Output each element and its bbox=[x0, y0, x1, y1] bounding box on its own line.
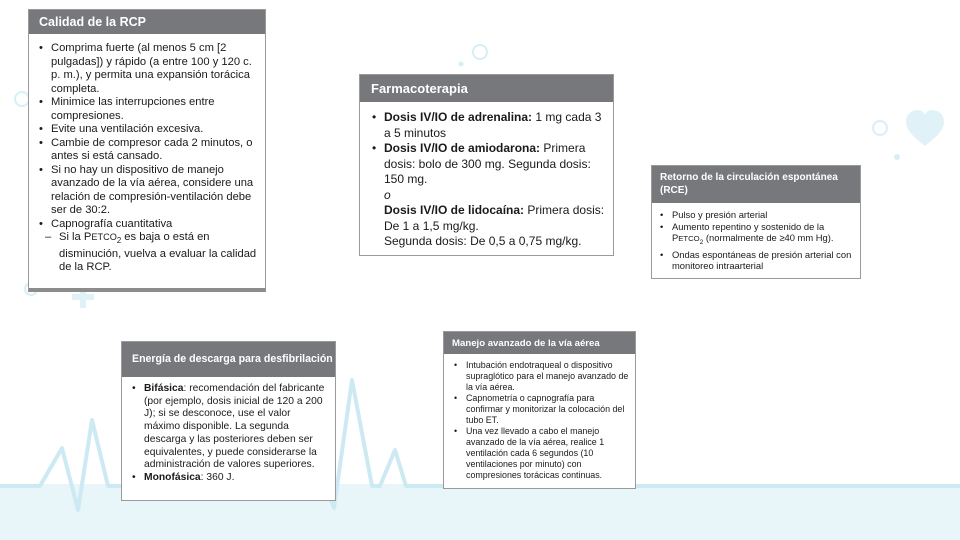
list-item: • Capnografía cuantitativa bbox=[37, 218, 257, 232]
card-title: Energía de descarga para desfibrilación bbox=[122, 342, 335, 377]
text-fragment: es baja o está en disminución, vuelva a evaluar la calidad de la RCP. bbox=[59, 231, 257, 274]
text-fragment: ETCO bbox=[91, 232, 117, 242]
dose-text: 1 mg cada 3 a 5 minutos bbox=[384, 110, 602, 140]
mode-text: : recomendación del fabricante (por ejemplo, dosis inicial de 120 a 200 J); si se desconoce, use el valor máximo disponible. La segunda descarga y las posteriores deben ser equivalentes, y puede considerarse la administración de valores superiores. bbox=[144, 383, 325, 471]
decor-circle-icon bbox=[894, 154, 900, 160]
dose-text: Primera dosis: De 1 a 1,5 mg/kg. bbox=[384, 203, 605, 233]
decor-circle-icon bbox=[459, 62, 464, 67]
card-title: Manejo avanzado de la vía aérea bbox=[444, 332, 635, 354]
text-fragment: Si la P bbox=[59, 231, 92, 243]
subscript: 2 bbox=[699, 239, 704, 247]
text-fragment: (normalmente de ≥40 mm Hg). bbox=[703, 232, 834, 244]
decor-circle-icon bbox=[473, 45, 487, 59]
or-label: o bbox=[384, 187, 391, 202]
rce-list bbox=[658, 209, 854, 272]
list-item: • Ondas espontáneas de presión arterial con monitoreo intraarterial bbox=[658, 249, 854, 272]
card-energia-descarga bbox=[121, 341, 336, 501]
list-item bbox=[658, 221, 854, 249]
lidocaine-second-dose: Segunda dosis: De 0,5 a 0,75 mg/kg. bbox=[384, 234, 582, 248]
list-item: • Pulso y presión arterial bbox=[658, 209, 854, 221]
subscript: 2 bbox=[116, 236, 122, 246]
list-subitem bbox=[37, 231, 257, 275]
text-fragment: Aumento repentino y sostenido de la P bbox=[672, 220, 825, 244]
heart-icon bbox=[906, 110, 944, 146]
mode-text: : 360 J. bbox=[200, 471, 235, 483]
rcp-list bbox=[37, 42, 257, 275]
card-retorno-circulacion bbox=[651, 165, 861, 279]
list-item: • Capnometría o capnografía para confirmar y monitorizar la colocación del tubo ET. bbox=[452, 393, 629, 426]
list-item: • Una vez llevado a cabo el manejo avanzado de la vía aérea, realice 1 ventilación cada 6 segundos (10 ventilaciones por minuto) con compresiones torácicas continuas. bbox=[452, 426, 629, 481]
list-item: • Minimice las interrupciones entre compresiones. bbox=[37, 96, 257, 123]
mode-label: Monofásica bbox=[144, 471, 201, 483]
via-aerea-list bbox=[452, 360, 629, 481]
list-item: • Si no hay un dispositivo de manejo avanzado de la vía aérea, considere una relación de compresión-ventilación debe ser de 30:2. bbox=[37, 164, 257, 218]
list-item bbox=[130, 472, 329, 485]
decor-circle-icon bbox=[873, 121, 887, 135]
dose-label: Dosis IV/IO de adrenalina: bbox=[384, 110, 533, 124]
list-item: • Evite una ventilación excesiva. bbox=[37, 123, 257, 137]
card-title: Calidad de la RCP bbox=[29, 10, 265, 34]
dose-text: Primera dosis: bolo de 300 mg. Segunda dosis: 150 mg. bbox=[384, 141, 591, 186]
list-item bbox=[370, 110, 605, 141]
energia-list bbox=[130, 383, 329, 485]
list-item: • Comprima fuerte (al menos 5 cm [2 pulgadas]) y rápido (a entre 100 y 120 c. p. m.), y permita una expansión torácica completa. bbox=[37, 42, 257, 96]
card-title: Farmacoterapia bbox=[360, 75, 613, 102]
card-manejo-via-aerea bbox=[443, 331, 636, 489]
list-item bbox=[130, 383, 329, 472]
decor-circle-icon bbox=[15, 92, 29, 106]
card-farmacoterapia bbox=[359, 74, 614, 256]
card-calidad-rcp bbox=[28, 9, 266, 292]
dose-label: Dosis IV/IO de amiodarona: bbox=[384, 141, 541, 155]
list-item: • Intubación endotraqueal o dispositivo supraglótico para el manejo avanzado de la vía aérea. bbox=[452, 360, 629, 393]
dose-label: Dosis IV/IO de lidocaína: bbox=[384, 203, 525, 217]
list-item bbox=[370, 141, 605, 188]
farmaco-list bbox=[370, 110, 605, 188]
text-fragment: ETCO bbox=[678, 234, 700, 244]
mode-label: Bifásica bbox=[144, 383, 184, 394]
card-title: Retorno de la circulación espontánea (RCE) bbox=[652, 166, 860, 203]
list-item: • Cambie de compresor cada 2 minutos, o antes si está cansado. bbox=[37, 137, 257, 164]
lidocaine-text bbox=[384, 203, 605, 234]
